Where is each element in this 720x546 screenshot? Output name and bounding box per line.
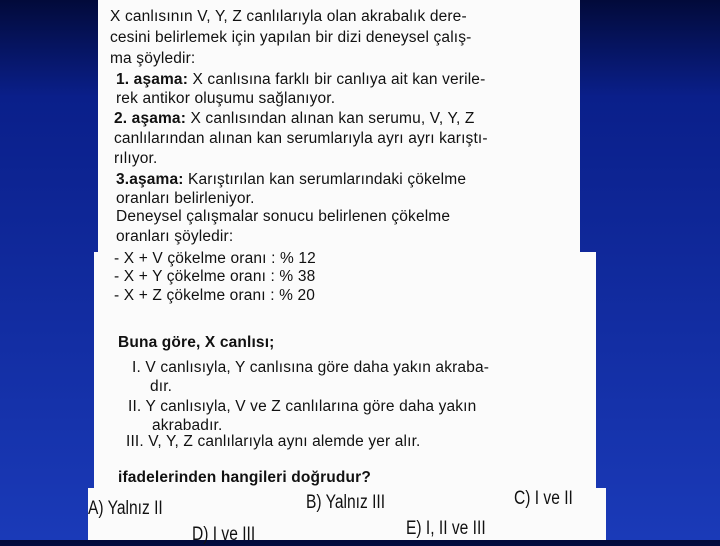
results-intro-line-1: Deneysel çalışmalar sonucu belirlenen çökelme	[116, 208, 451, 225]
stage1-line-2: rek antikor oluşumu sağlanıyor.	[116, 90, 336, 107]
question-page-bottom	[94, 252, 596, 490]
question-page-top	[98, 0, 580, 252]
result-line-2: - X + Y çökelme oranı : % 38	[114, 268, 316, 285]
answer-a[interactable]: A) Yalnız II	[88, 498, 163, 519]
stage3-line-2: oranları belirleniyor.	[116, 190, 255, 207]
stage3-label: 3.aşama:	[116, 171, 184, 188]
answer-d[interactable]: D) I ve III	[192, 524, 256, 545]
answer-e[interactable]: E) I, II ve III	[406, 518, 486, 539]
intro-line-3: ma şöyledir:	[110, 50, 196, 67]
answer-c[interactable]: C) I ve II	[514, 488, 573, 509]
result-line-3: - X + Z çökelme oranı : % 20	[114, 287, 316, 304]
statement-1-line-1: I. V canlısıyla, Y canlısına göre daha yakın akraba-	[132, 359, 490, 376]
stage2-label: 2. aşama:	[114, 110, 187, 127]
answer-choices	[88, 488, 606, 545]
question-prompt: Buna göre, X canlısı;	[118, 334, 275, 351]
stage2-line-2: canlılarından alınan kan serumlarıyla ayrı ayrı karıştı-	[114, 130, 488, 147]
answer-b[interactable]: B) Yalnız III	[306, 492, 386, 513]
result-line-1: - X + V çökelme oranı : % 12	[114, 250, 316, 267]
stage1-label: 1. aşama:	[116, 71, 189, 88]
statement-2-line-2: akrabadır.	[152, 417, 223, 434]
results-intro-line-2: oranları şöyledir:	[116, 228, 234, 245]
stage2-text-1: X canlısından alınan kan serumu, V, Y, Z	[190, 110, 475, 127]
stage2-line-1	[114, 110, 475, 128]
stage1-line-1	[116, 71, 485, 89]
stage2-line-3: rılıyor.	[114, 150, 158, 167]
stage3-line-1	[116, 171, 466, 189]
statement-3: III. V, Y, Z canlılarıyla aynı alemde yer alır.	[126, 433, 421, 450]
statement-1-line-2: dır.	[150, 378, 173, 395]
question-end: ifadelerinden hangileri doğrudur?	[118, 469, 371, 486]
intro-line-2: cesini belirlemek için yapılan bir dizi deneysel çalış-	[110, 29, 472, 46]
intro-line-1: X canlısının V, Y, Z canlılarıyla olan akrabalık dere-	[110, 8, 467, 25]
stage3-text-1: Karıştırılan kan serumlarındaki çökelme	[188, 171, 467, 188]
statement-2-line-1: II. Y canlısıyla, V ve Z canlılarına göre daha yakın	[128, 398, 477, 415]
stage1-text-1: X canlısına farklı bir canlıya ait kan verile-	[192, 71, 486, 88]
